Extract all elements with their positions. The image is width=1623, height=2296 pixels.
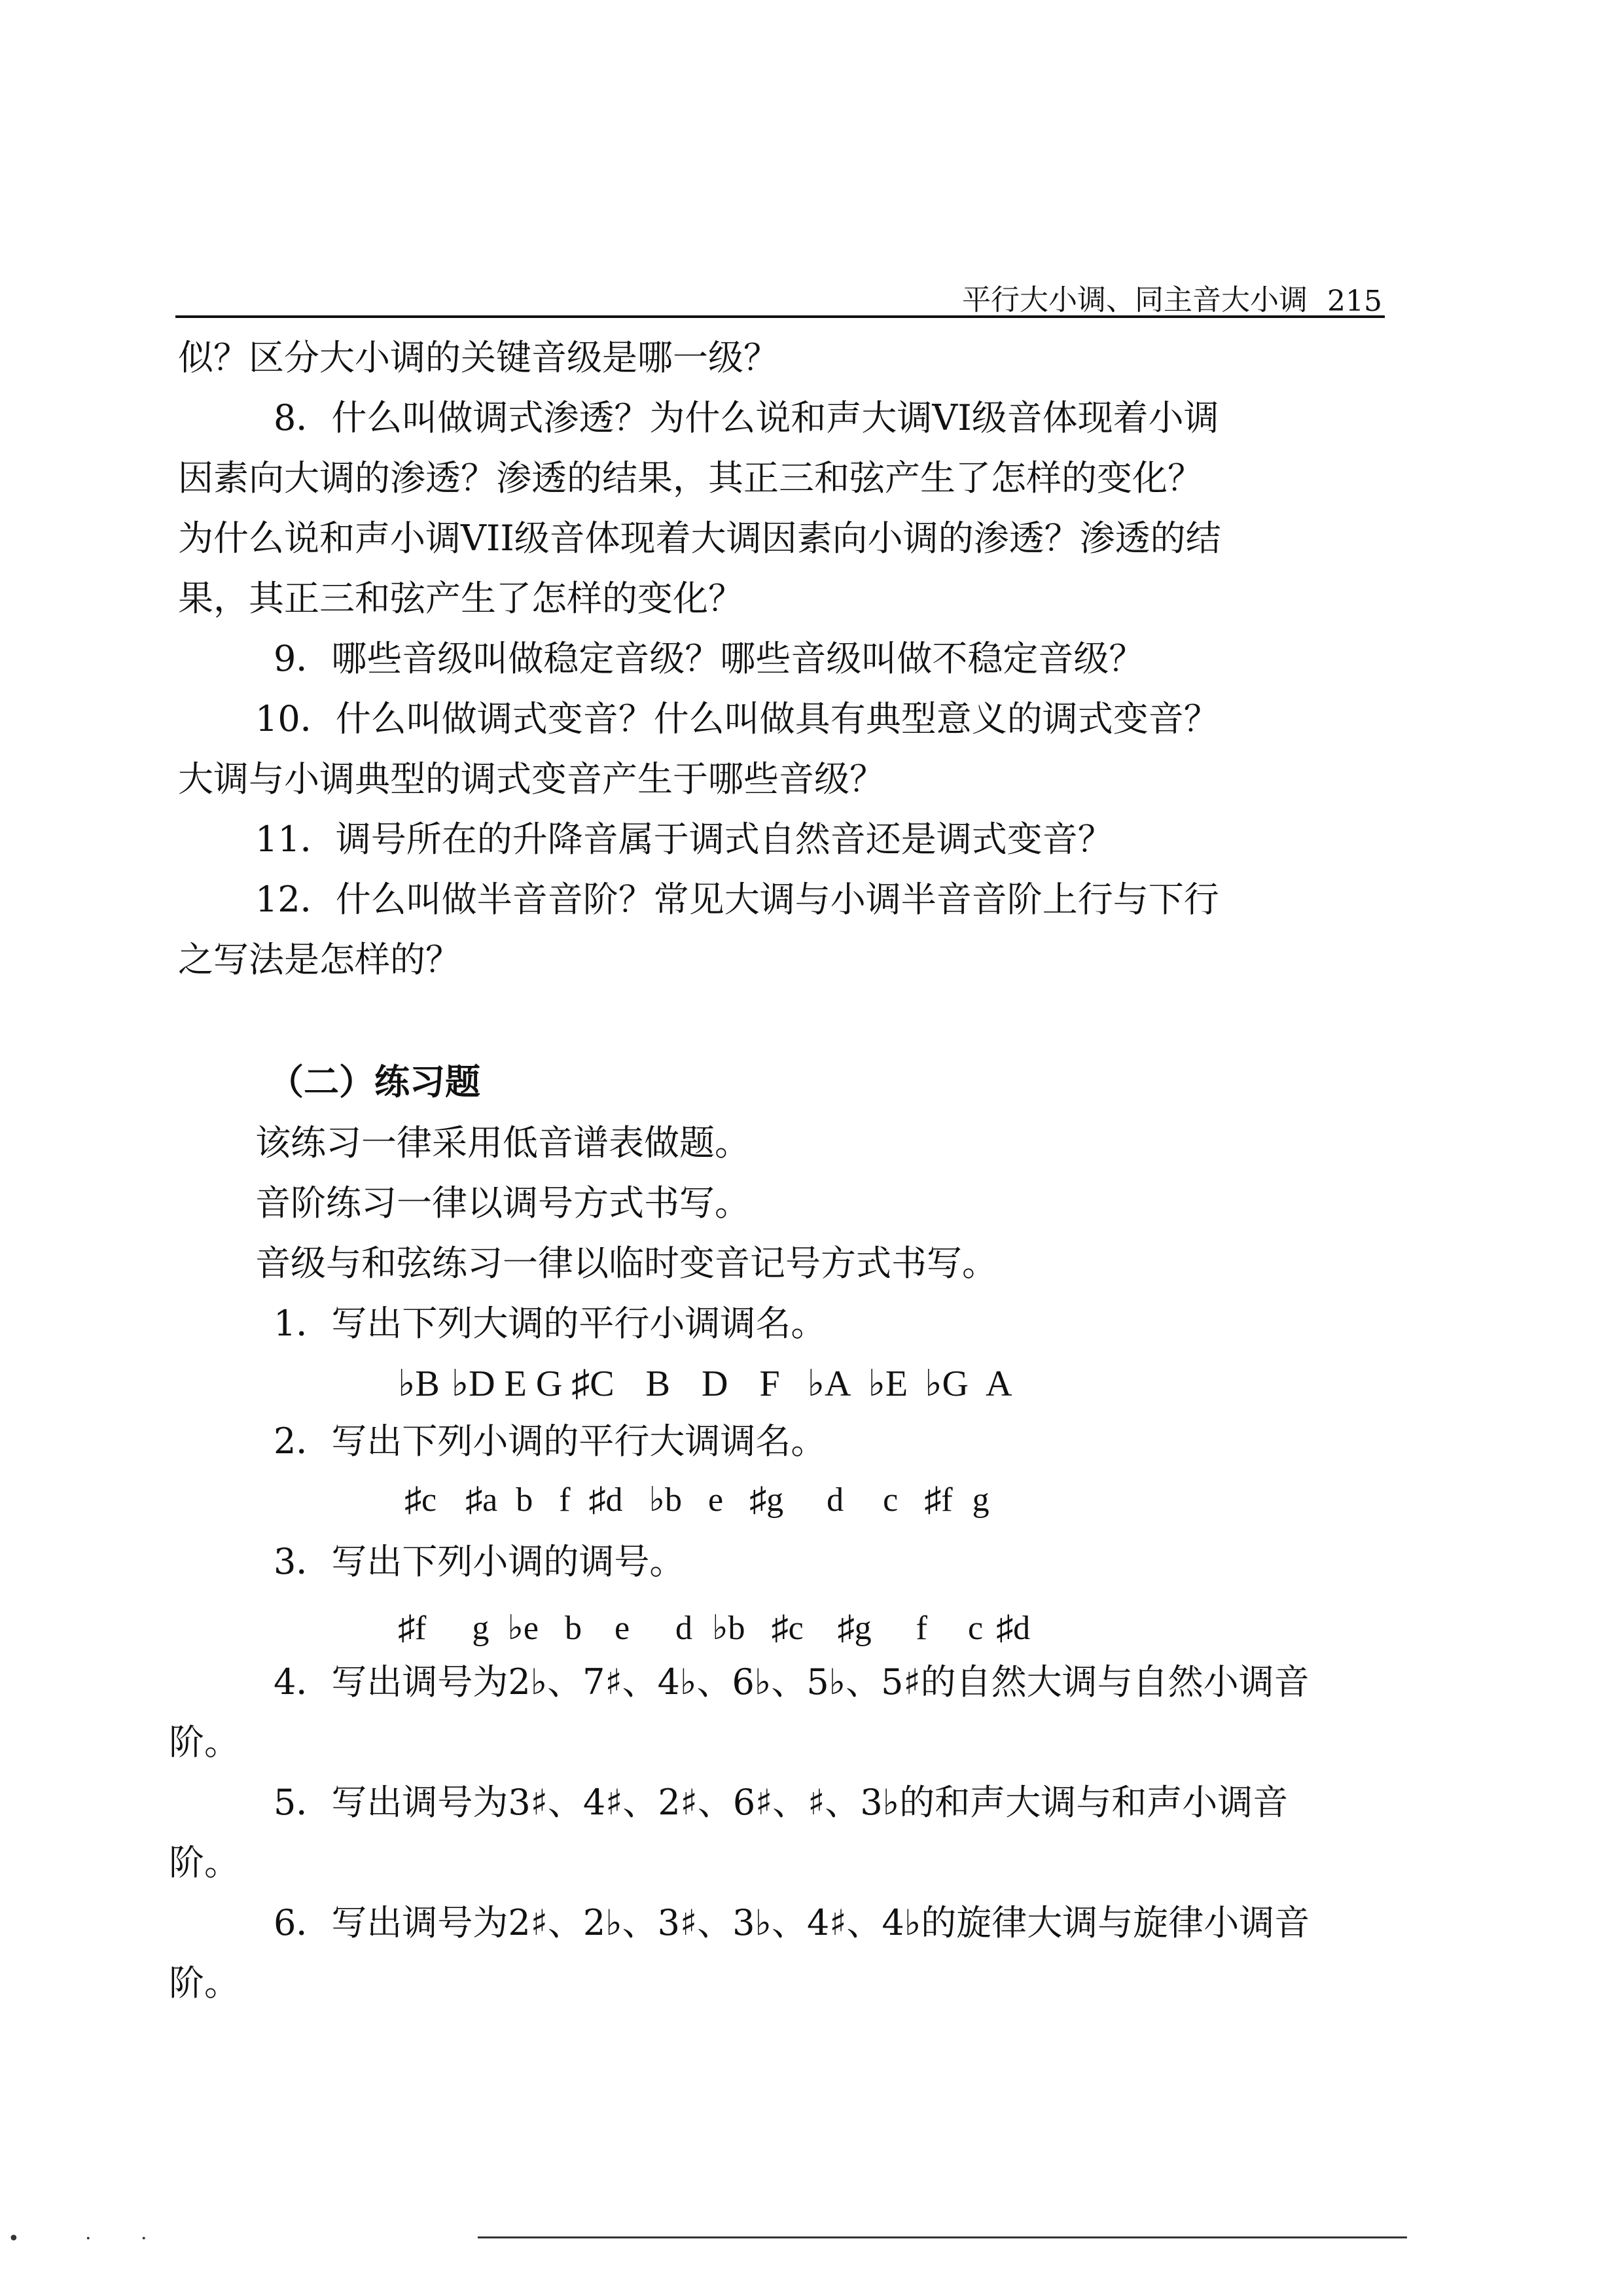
question-10-line-2: 大调与小调典型的调式变音产生于哪些音级？ [178, 758, 885, 800]
key-name: b [564, 1610, 582, 1647]
bottom-scan-rule [478, 2236, 1407, 2238]
exercise-1: 1．写出下列大调的平行小调调名。 [274, 1303, 827, 1344]
key-name: c [967, 1610, 984, 1647]
key-name: g [472, 1610, 490, 1647]
exercise-5-line-2: 阶。 [169, 1842, 240, 1883]
section-title: （二）练习题 [268, 1061, 480, 1103]
key-name: ♭E [868, 1364, 908, 1404]
key-name: ♯c [771, 1610, 804, 1647]
question-7-tail: 似？区分大小调的关键音级是哪一级？ [178, 337, 779, 378]
key-name: F [759, 1364, 780, 1404]
exercise-intro-1: 该练习一律采用低音谱表做题。 [255, 1122, 750, 1163]
exercise-3-keys [398, 1608, 1030, 1648]
exercise-2: 2．写出下列小调的平行大调调名。 [274, 1421, 827, 1462]
key-name: ♯g [749, 1481, 784, 1519]
scan-mark: • [8, 2227, 20, 2250]
key-name: ♭A [807, 1364, 851, 1404]
key-name: ♯C [571, 1364, 615, 1404]
exercise-1-keys [398, 1362, 1012, 1405]
key-name: ♭B [398, 1364, 440, 1404]
question-8-line-1: 8．什么叫做调式渗透？为什么说和声大调VI级音体现着小调 [274, 397, 1219, 438]
key-name: d [675, 1610, 693, 1647]
exercise-4-line-1: 4．写出调号为2♭、7♯、4♭、6♭、5♭、5♯的自然大调与自然小调音 [274, 1661, 1310, 1703]
key-name: b [516, 1481, 533, 1519]
key-name: ♭e [507, 1610, 539, 1647]
key-name: e [708, 1481, 724, 1519]
question-10-line-1: 10．什么叫做调式变音？什么叫做具有典型意义的调式变音？ [255, 698, 1219, 739]
key-name: ♯c [404, 1481, 437, 1519]
key-name: ♯g [837, 1610, 872, 1647]
exercise-intro-2: 音阶练习一律以调号方式书写。 [255, 1182, 750, 1224]
header-rule [175, 315, 1385, 318]
exercise-6-line-1: 6．写出调号为2♯、2♭、3♯、3♭、4♯、4♭的旋律大调与旋律小调音 [274, 1902, 1310, 1943]
scan-mark: · [85, 2227, 92, 2250]
key-name: ♯f [398, 1610, 427, 1647]
key-name: c [883, 1481, 899, 1519]
page-number: 215 [1327, 285, 1382, 318]
key-name: B [645, 1364, 671, 1404]
key-name: ♭G [925, 1364, 969, 1404]
exercise-4-line-2: 阶。 [169, 1722, 240, 1763]
key-name: E [504, 1364, 527, 1404]
exercise-6-line-2: 阶。 [169, 1962, 240, 2004]
key-name: ♯d [996, 1610, 1031, 1647]
header-title: 平行大小调、同主音大小调 [962, 283, 1308, 317]
scan-mark: · [141, 2227, 147, 2250]
exercise-5-line-1: 5．写出调号为3♯、4♯、2♯、6♯、♯、3♭的和声大调与和声小调音 [274, 1782, 1289, 1823]
key-name: ♯a [465, 1481, 498, 1519]
question-11: 11．调号所在的升降音属于调式自然音还是调式变音？ [255, 819, 1113, 860]
question-12-line-1: 12．什么叫做半音音阶？常见大调与小调半音音阶上行与下行 [255, 879, 1219, 920]
key-name: ♯d [588, 1481, 623, 1519]
exercise-2-keys [404, 1480, 990, 1519]
key-name: g [972, 1481, 990, 1519]
key-name: ♭b [712, 1610, 745, 1647]
question-9: 9．哪些音级叫做稳定音级？哪些音级叫做不稳定音级？ [274, 638, 1145, 679]
question-12-line-2: 之写法是怎样的？ [178, 939, 461, 980]
key-name: e [614, 1610, 630, 1647]
key-name: d [827, 1481, 844, 1519]
key-name: ♭D [451, 1364, 495, 1404]
key-name: f [916, 1610, 927, 1647]
question-8-line-3: 为什么说和声小调VII级音体现着大调因素向小调的渗透？渗透的结 [178, 518, 1221, 559]
exercise-intro-3: 音级与和弦练习一律以临时变音记号方式书写。 [255, 1243, 997, 1284]
key-name: A [985, 1364, 1012, 1404]
key-name: ♯f [924, 1481, 953, 1519]
key-name: G [535, 1364, 563, 1404]
question-8-line-4: 果，其正三和弦产生了怎样的变化？ [178, 578, 743, 619]
key-name: ♭b [649, 1481, 683, 1519]
exercise-3: 3．写出下列小调的调号。 [274, 1541, 685, 1582]
key-name: f [559, 1481, 571, 1519]
key-name: D [702, 1364, 728, 1404]
running-header [178, 262, 1382, 318]
question-8-line-2: 因素向大调的渗透？渗透的结果，其正三和弦产生了怎样的变化？ [178, 457, 1203, 499]
